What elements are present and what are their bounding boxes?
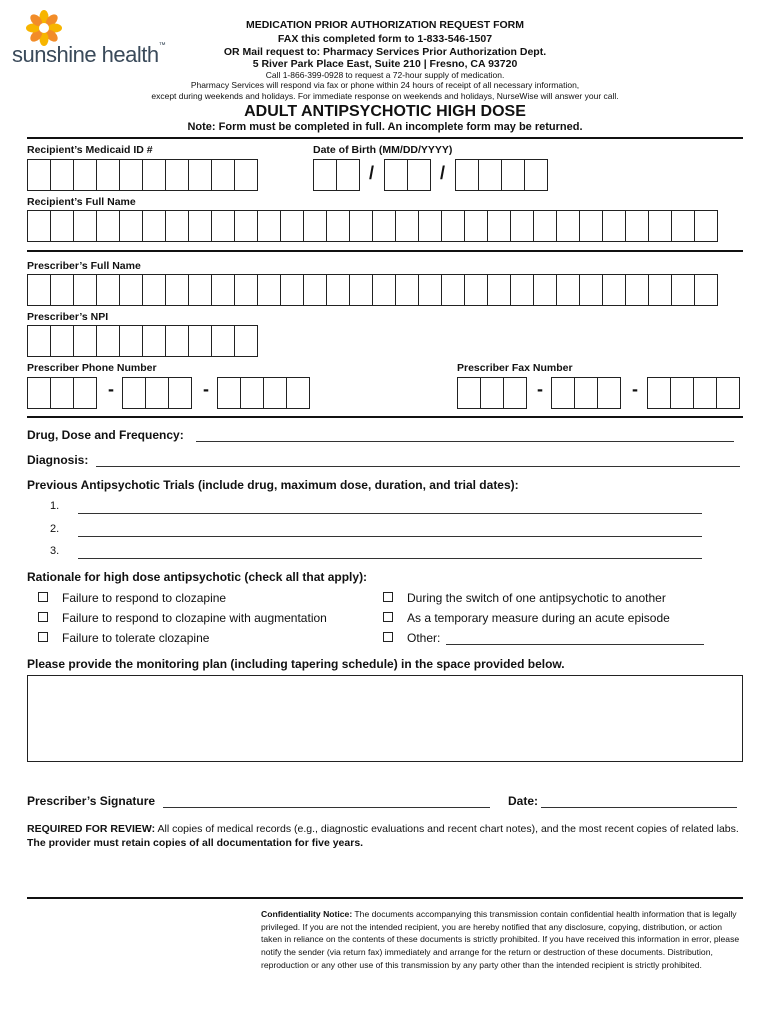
prescriber-phone-label: Prescriber Phone Number [27,362,157,374]
drug-dose-input[interactable] [196,440,734,442]
date-input[interactable] [541,806,737,808]
dob-label: Date of Birth (MM/DD/YYYY) [313,144,453,156]
checkbox-other[interactable] [383,632,393,642]
monitoring-label: Please provide the monitoring plan (including tapering schedule) in the space provided below. [27,657,565,671]
divider [27,416,743,418]
required-for-review [27,822,743,850]
rationale-label: Rationale for high dose antipsychotic (check all that apply): [27,570,368,584]
phone-dash-1: - [108,379,114,399]
diagnosis-label: Diagnosis: [27,453,89,467]
trial-input-3[interactable] [78,557,702,559]
medicaid-id-field[interactable] [27,159,258,191]
option-temporary-measure: As a temporary measure during an acute episode [407,611,670,625]
option-failure-tolerate: Failure to tolerate clozapine [62,631,210,645]
confidentiality-lead: Confidentiality Notice: [261,909,353,919]
header-line-7: except during weekends and holidays. For immediate response on weekends and holidays, NurseWise will answer your call. [151,91,619,101]
trial-number-2: 2. [50,523,60,535]
header-line-2: FAX this completed form to 1-833-546-1507 [277,33,493,45]
header-line-3: OR Mail request to: Pharmacy Services Prior Authorization Dept. [223,46,547,58]
prescriber-fax-label: Prescriber Fax Number [457,362,573,374]
medicaid-id-label: Recipient’s Medicaid ID # [27,144,153,156]
option-switch-antipsychotic: During the switch of one antipsychotic to another [407,591,666,605]
dob-slash-2: / [440,163,446,183]
fax-area-field[interactable] [457,377,527,409]
option-failure-augmentation: Failure to respond to clozapine with augmentation [62,611,327,625]
header-line-1: MEDICATION PRIOR AUTHORIZATION REQUEST FORM [245,19,525,31]
trial-input-2[interactable] [78,535,702,537]
trial-number-1: 1. [50,500,60,512]
phone-area-field[interactable] [27,377,97,409]
required-bold: The provider must retain copies of all documentation for five years. [27,837,364,849]
prescriber-name-label: Prescriber’s Full Name [27,260,141,272]
signature-input[interactable] [163,806,490,808]
fax-dash-2: - [632,379,638,399]
phone-dash-2: - [203,379,209,399]
checkbox-failure-augmentation[interactable] [38,612,48,622]
prescriber-npi-label: Prescriber’s NPI [27,311,109,323]
confidentiality-body: The documents accompanying this transmission contain confidential health information that is legally privileged. If you are not the intended recipient, you are hereby notified that any disclosure, copying, distribution, or action taken in reliance on the contents of these documents is strictly prohibited. If you have received this information in error, please notify the sender (via return fax) immediately and arrange for the return or destruction of these documents. Distribution, reproduction or any other use of this transmission by any party other than the intended recipient is strictly prohibited. [261,909,740,970]
prescriber-npi-field[interactable] [27,325,258,357]
checkbox-failure-respond[interactable] [38,592,48,602]
drug-dose-label: Drug, Dose and Frequency: [27,428,184,442]
form-title: ADULT ANTIPSYCHOTIC HIGH DOSE [244,103,526,120]
header-line-4: 5 River Park Place East, Suite 210 | Fresno, CA 93720 [252,58,518,70]
checkbox-failure-tolerate[interactable] [38,632,48,642]
form-note: Note: Form must be completed in full. An incomplete form may be returned. [187,121,583,133]
option-failure-respond: Failure to respond to clozapine [62,591,227,605]
required-lead: REQUIRED FOR REVIEW: [27,823,156,835]
recipient-name-field[interactable] [27,210,718,242]
header-line-5: Call 1-866-399-0928 to request a 72-hour supply of medication. [265,70,505,80]
divider [27,137,743,139]
trial-input-1[interactable] [78,512,702,514]
divider [27,250,743,252]
phone-prefix-field[interactable] [122,377,192,409]
dob-day-field[interactable] [384,159,431,191]
checkbox-switch-antipsychotic[interactable] [383,592,393,602]
other-input[interactable] [446,643,704,645]
header-line-6: Pharmacy Services will respond via fax or phone within 24 hours of receipt of all necessary information, [190,80,580,90]
divider [27,897,743,899]
recipient-name-label: Recipient’s Full Name [27,196,136,208]
fax-prefix-field[interactable] [551,377,621,409]
fax-dash-1: - [537,379,543,399]
prescriber-name-field[interactable] [27,274,718,306]
monitoring-plan-box[interactable] [27,675,743,762]
brand-name: sunshine health™ [12,42,166,67]
sunshine-health-logo [12,10,182,70]
dob-month-field[interactable] [313,159,360,191]
signature-label: Prescriber’s Signature [27,794,156,808]
confidentiality-notice [261,908,743,972]
fax-line-field[interactable] [647,377,740,409]
dob-year-field[interactable] [455,159,548,191]
option-other: Other: [407,631,441,645]
date-label: Date: [508,794,539,808]
previous-trials-label: Previous Antipsychotic Trials (include drug, maximum dose, duration, and trial dates): [27,478,519,492]
diagnosis-input[interactable] [96,465,740,467]
phone-line-field[interactable] [217,377,310,409]
trial-number-3: 3. [50,545,60,557]
sun-icon [26,10,62,46]
dob-slash-1: / [369,163,375,183]
required-body: All copies of medical records (e.g., diagnostic evaluations and recent chart notes), and the most recent copies of related labs. [155,823,739,835]
checkbox-temporary-measure[interactable] [383,612,393,622]
